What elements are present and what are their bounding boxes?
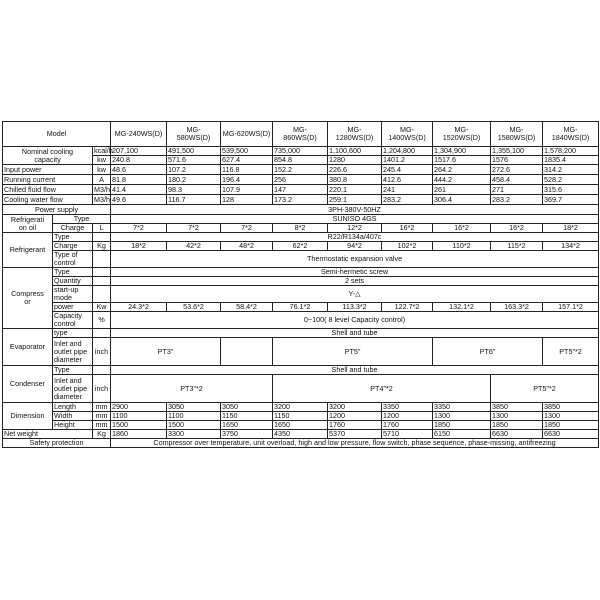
- model-header-cell: MG- 860WS(D): [273, 122, 328, 147]
- value-cell: 1100: [111, 412, 167, 421]
- value-cell: 3750: [221, 430, 273, 439]
- span-value: PT5"*2: [543, 338, 599, 366]
- value-cell: 107.9: [221, 185, 273, 195]
- value-cell: 147: [273, 185, 328, 195]
- row-label: Inlet and outlet pipe diameter: [53, 375, 93, 403]
- value-cell: 1760: [382, 421, 433, 430]
- value-cell: 1500: [167, 421, 221, 430]
- value-cell: 240.8: [111, 156, 167, 165]
- group-label: Refrigerati on oil: [3, 215, 53, 233]
- span-value: PT5": [273, 338, 433, 366]
- value-cell: 1760: [328, 421, 382, 430]
- value-cell: 226.6: [328, 165, 382, 175]
- value-cell: 1850: [491, 421, 543, 430]
- value-cell: 1576: [491, 156, 543, 165]
- value-cell: 128: [221, 195, 273, 205]
- span-value: SUNISO 4GS: [111, 215, 599, 224]
- value-cell: 76.1*2: [273, 303, 328, 312]
- value-cell: 173.2: [273, 195, 328, 205]
- value-cell: 735,000: [273, 147, 328, 156]
- value-cell: 458.4: [491, 175, 543, 185]
- unit-cell: A: [93, 175, 111, 185]
- unit-cell: mm: [93, 412, 111, 421]
- value-cell: 380.8: [328, 175, 382, 185]
- value-cell: 1200: [328, 412, 382, 421]
- unit-cell: inch: [93, 338, 111, 366]
- model-header-cell: MG- 1280WS(D): [328, 122, 382, 147]
- row-label: Charge: [53, 224, 93, 233]
- table-row: [3, 375, 599, 403]
- group-label: Evaporator: [3, 329, 53, 366]
- row-label: Type: [53, 268, 93, 277]
- span-value: Thermostatic expansion valve: [111, 251, 599, 268]
- value-cell: 491,500: [167, 147, 221, 156]
- value-cell: 7*2: [111, 224, 167, 233]
- value-cell: 107.2: [167, 165, 221, 175]
- value-cell: 132.1*2: [433, 303, 491, 312]
- value-cell: 1150: [273, 412, 328, 421]
- row-label: Quantity: [53, 277, 93, 286]
- value-cell: 245.4: [382, 165, 433, 175]
- row-label: Type: [53, 215, 111, 224]
- value-cell: 2900: [111, 403, 167, 412]
- unit-cell: %: [93, 312, 111, 329]
- value-cell: 1650: [273, 421, 328, 430]
- value-cell: 1835.4: [543, 156, 599, 165]
- row-label: Charge: [53, 242, 93, 251]
- unit-cell: M3/h: [94, 194, 110, 204]
- value-cell: 3350: [433, 403, 491, 412]
- value-cell: 314.2: [543, 165, 599, 175]
- value-cell: 49.6: [111, 195, 167, 205]
- model-header: Model: [3, 122, 111, 147]
- unit-cell: Kg: [93, 242, 111, 251]
- value-cell: 627.4: [221, 156, 273, 165]
- value-cell: 62*2: [273, 242, 328, 251]
- value-cell: 412.6: [382, 175, 433, 185]
- value-cell: 3050: [221, 403, 273, 412]
- row-label: Chilled fluid flow: [3, 185, 93, 195]
- unit-cell: Kw: [93, 303, 111, 312]
- model-header-cell: MG-620WS(D): [221, 122, 273, 147]
- model-header-cell: MG-240WS(D): [111, 122, 167, 147]
- unit-cell: mm: [93, 403, 111, 412]
- value-cell: 115*2: [491, 242, 543, 251]
- span-value: PT3": [111, 338, 221, 366]
- unit-cell: mm: [93, 421, 111, 430]
- unit-cell: M3/h: [94, 184, 110, 194]
- value-cell: 1300: [543, 412, 599, 421]
- model-header-cell: MG- 1520WS(D): [433, 122, 491, 147]
- table-row: [3, 303, 599, 312]
- group-label: Dimension: [3, 403, 53, 430]
- row-label: Input power: [3, 165, 93, 175]
- table-row: [3, 312, 599, 329]
- row-label: Inlet and outlet pipe diameter: [53, 338, 93, 366]
- value-cell: 157.1*2: [543, 303, 599, 312]
- row-label: Nominal cooling capacity: [3, 147, 93, 165]
- value-cell: 152.2: [273, 165, 328, 175]
- value-cell: 1500: [111, 421, 167, 430]
- value-cell: 94*2: [328, 242, 382, 251]
- group-label: Compress or: [3, 268, 53, 329]
- span-value: 3PH-380V-50HZ: [111, 205, 599, 215]
- value-cell: 116.8: [221, 165, 273, 175]
- table-row: [3, 185, 599, 195]
- value-cell: 306.4: [433, 195, 491, 205]
- value-cell: 1,578,200: [543, 147, 599, 156]
- table-row: [3, 338, 599, 366]
- value-cell: 528.2: [543, 175, 599, 185]
- model-header-cell: MG- 1580WS(D): [491, 122, 543, 147]
- table-row: [3, 286, 599, 303]
- value-cell: 271: [491, 185, 543, 195]
- table-row: [3, 251, 599, 268]
- table-row: [3, 147, 599, 156]
- unit-cell: Kg: [93, 430, 111, 439]
- unit-cell: L: [93, 224, 111, 233]
- value-cell: 1300: [433, 412, 491, 421]
- value-cell: 369.7: [543, 195, 599, 205]
- value-cell: 180.2: [167, 175, 221, 185]
- value-cell: 196.4: [221, 175, 273, 185]
- value-cell: 6630: [491, 430, 543, 439]
- table-header-row: [3, 122, 599, 147]
- table-row: [3, 242, 599, 251]
- unit-cell: kw: [93, 165, 111, 175]
- value-cell: 1850: [433, 421, 491, 430]
- value-cell: 113.3*2: [328, 303, 382, 312]
- span-value: PT6": [433, 338, 543, 366]
- value-cell: 1200: [382, 412, 433, 421]
- value-cell: 259.1: [328, 195, 382, 205]
- span-value: Compressor over temperature, unit overload, high and low pressure, flow switch, phase sequence, phase-missing, antifreezing: [111, 439, 599, 448]
- value-cell: 1,304,900: [433, 147, 491, 156]
- value-cell: 1850: [543, 421, 599, 430]
- value-cell: 7*2: [221, 224, 273, 233]
- row-label: Net weight: [3, 430, 93, 439]
- value-cell: 3200: [273, 403, 328, 412]
- value-cell: 58.4*2: [221, 303, 273, 312]
- value-cell: 134*2: [543, 242, 599, 251]
- value-cell: 98.3: [167, 185, 221, 195]
- value-cell: 1,355,100: [491, 147, 543, 156]
- row-label: Width: [53, 412, 93, 421]
- span-value: Shell and tube: [111, 329, 599, 338]
- value-cell: 1100: [167, 412, 221, 421]
- spec-sheet: [2, 121, 598, 448]
- model-header-cell: MG- 580WS(D): [167, 122, 221, 147]
- row-label: type: [53, 329, 93, 338]
- value-cell: 207,100: [111, 147, 167, 156]
- value-cell: 6150: [433, 430, 491, 439]
- row-label: Cooling water flow: [3, 195, 93, 205]
- span-value: 2 sets: [111, 277, 599, 286]
- table-row: [3, 195, 599, 205]
- value-cell: 3050: [167, 403, 221, 412]
- span-value: PT5"*2: [491, 375, 599, 403]
- row-label: Type of control: [53, 251, 93, 268]
- value-cell: 116.7: [167, 195, 221, 205]
- value-cell: 163.3*2: [491, 303, 543, 312]
- value-cell: 444.2: [433, 175, 491, 185]
- value-cell: 6630: [543, 430, 599, 439]
- row-label: Length: [53, 403, 93, 412]
- value-cell: 18*2: [111, 242, 167, 251]
- span-value: PT4"*2: [273, 375, 491, 403]
- value-cell: 16*2: [433, 224, 491, 233]
- value-cell: 4350: [273, 430, 328, 439]
- value-cell: 1300: [491, 412, 543, 421]
- value-cell: 48.6: [111, 165, 167, 175]
- spec-table: [2, 121, 599, 448]
- value-cell: 1,100,600: [328, 147, 382, 156]
- row-label: start-up mode: [53, 286, 93, 303]
- model-header-cell: MG- 1840WS(D): [543, 122, 599, 147]
- span-value: PT3"*2: [111, 375, 273, 403]
- span-value: Semi-hermetic screw: [111, 268, 599, 277]
- row-label: Power supply: [3, 205, 111, 215]
- table-row: [3, 329, 599, 338]
- group-label: Refrigerant: [3, 233, 53, 268]
- unit-cell: kw: [93, 156, 111, 165]
- value-cell: 122.7*2: [382, 303, 433, 312]
- value-cell: 1650: [221, 421, 273, 430]
- span-value: Y-△: [111, 286, 599, 303]
- value-cell: 8*2: [273, 224, 328, 233]
- row-label: Capacity control: [53, 312, 93, 329]
- value-cell: 3850: [491, 403, 543, 412]
- table-row: [3, 403, 599, 412]
- value-cell: 3850: [543, 403, 599, 412]
- value-cell: 42*2: [167, 242, 221, 251]
- table-row: [3, 205, 599, 215]
- value-cell: 1280: [328, 156, 382, 165]
- group-label: Condenser: [3, 366, 53, 403]
- value-cell: 571.6: [167, 156, 221, 165]
- row-label: Running current: [3, 175, 93, 185]
- value-cell: 1,204,800: [382, 147, 433, 156]
- table-row: [3, 156, 599, 165]
- value-cell: 18*2: [543, 224, 599, 233]
- value-cell: 272.6: [491, 165, 543, 175]
- value-cell: 261: [433, 185, 491, 195]
- table-row: [3, 165, 599, 175]
- value-cell: 3300: [167, 430, 221, 439]
- table-row: [3, 439, 599, 448]
- table-row: [3, 421, 599, 430]
- row-label: power: [53, 303, 93, 312]
- span-value: Shell and tube: [111, 366, 599, 375]
- value-cell: 854.8: [273, 156, 328, 165]
- value-cell: 264.2: [433, 165, 491, 175]
- value-cell: 5370: [328, 430, 382, 439]
- value-cell: 53.6*2: [167, 303, 221, 312]
- value-cell: 256: [273, 175, 328, 185]
- value-cell: 110*2: [433, 242, 491, 251]
- unit-cell: inch: [93, 375, 111, 403]
- value-cell: 16*2: [382, 224, 433, 233]
- span-value: [221, 338, 273, 366]
- value-cell: 5710: [382, 430, 433, 439]
- model-header-cell: MG- 1400WS(D): [382, 122, 433, 147]
- table-row: [3, 412, 599, 421]
- value-cell: 81.8: [111, 175, 167, 185]
- value-cell: 7*2: [167, 224, 221, 233]
- value-cell: 3200: [328, 403, 382, 412]
- span-value: R22/R134a/407c: [111, 233, 599, 242]
- value-cell: 315.6: [543, 185, 599, 195]
- value-cell: 283.2: [382, 195, 433, 205]
- value-cell: 41.4: [111, 185, 167, 195]
- unit-cell: kcal/h: [94, 146, 113, 155]
- value-cell: 220.1: [328, 185, 382, 195]
- value-cell: 12*2: [328, 224, 382, 233]
- row-label: Height: [53, 421, 93, 430]
- value-cell: 241: [382, 185, 433, 195]
- row-label: Safety protection: [3, 439, 111, 448]
- value-cell: 1517.6: [433, 156, 491, 165]
- value-cell: 283.2: [491, 195, 543, 205]
- row-label: Type: [53, 233, 93, 242]
- table-row: [3, 277, 599, 286]
- value-cell: 1401.2: [382, 156, 433, 165]
- value-cell: 1150: [221, 412, 273, 421]
- value-cell: 102*2: [382, 242, 433, 251]
- value-cell: 16*2: [491, 224, 543, 233]
- table-row: [3, 366, 599, 375]
- value-cell: 539,500: [221, 147, 273, 156]
- value-cell: 24.3*2: [111, 303, 167, 312]
- table-row: [3, 224, 599, 233]
- value-cell: 48*2: [221, 242, 273, 251]
- row-label: Type: [53, 366, 93, 375]
- value-cell: 3350: [382, 403, 433, 412]
- span-value: 0~100( 8 level Capacity control): [111, 312, 599, 329]
- table-row: [3, 268, 599, 277]
- table-row: [3, 175, 599, 185]
- value-cell: 1860: [111, 430, 167, 439]
